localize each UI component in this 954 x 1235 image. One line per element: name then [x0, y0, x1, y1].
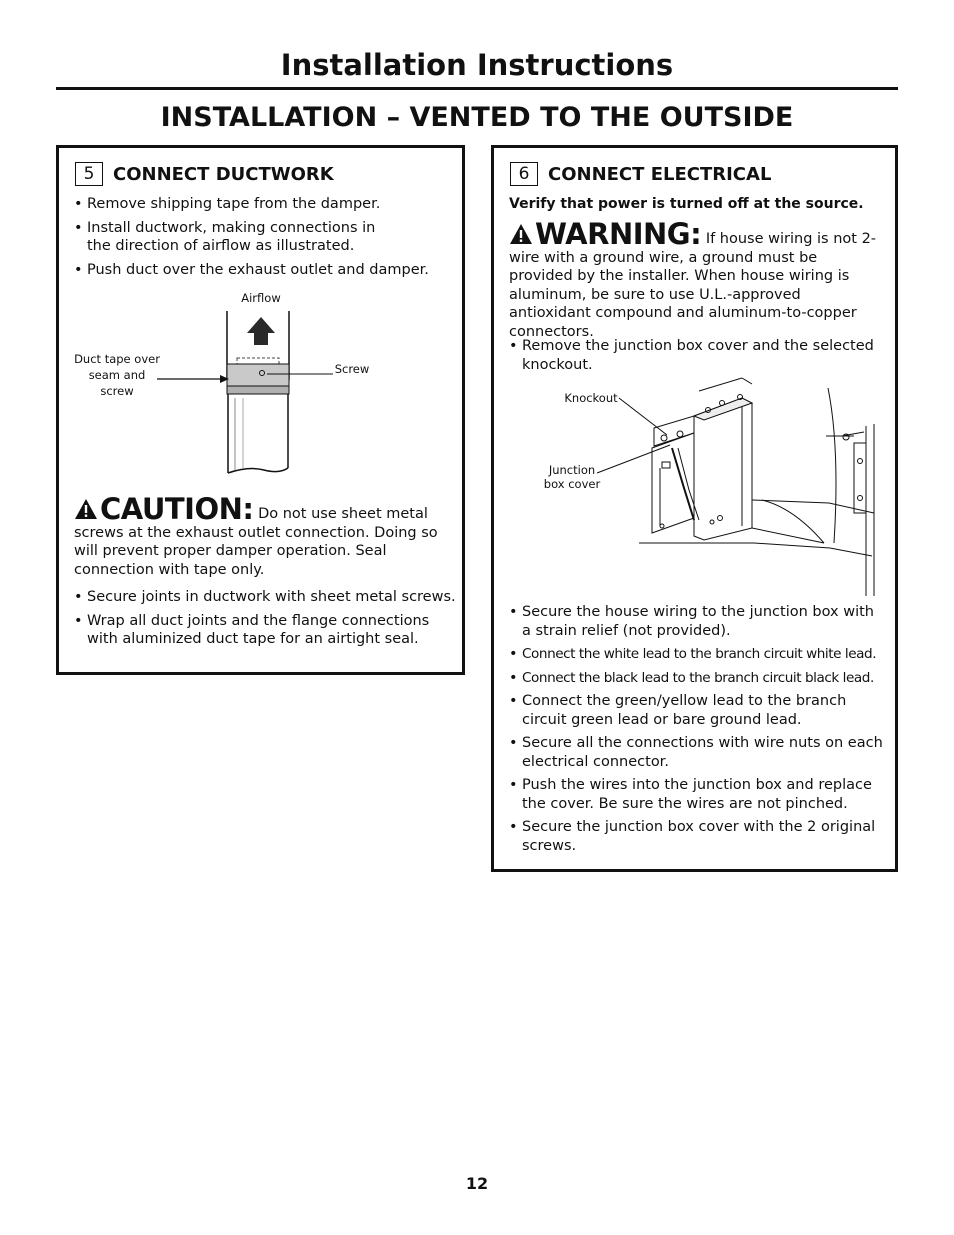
page-number: 12 [465, 1174, 489, 1193]
caution-block [74, 492, 444, 579]
step-5-number: 5 [75, 162, 103, 186]
list-item: • Secure all the connections with wire nuts on each electrical connector. [509, 735, 883, 770]
list-item: • Remove shipping tape from the damper. [74, 196, 381, 212]
step-6-panel [491, 145, 898, 872]
list-item: • Remove the junction box cover and the selected knockout. [509, 338, 874, 373]
verify-power-text: Verify that power is turned off at the source. [509, 196, 864, 212]
list-item: • Push the wires into the junction box and replace the cover. Be sure the wires are not pinched. [509, 777, 872, 812]
step-6-number: 6 [510, 162, 538, 186]
warning-heading: WARNING: [535, 217, 702, 251]
title-rule [56, 87, 898, 90]
caution-heading: CAUTION: [100, 492, 254, 526]
section-title: INSTALLATION – VENTED TO THE OUTSIDE [160, 102, 794, 133]
junction-box-illustration [494, 148, 901, 608]
step-5-bullets-after [74, 588, 459, 654]
caution-triangle-icon [74, 498, 98, 520]
knockout-label: Knockout [564, 391, 618, 405]
list-item: • Secure the house wiring to the junction box with a strain relief (not provided). [509, 604, 875, 639]
list-item: • Push duct over the exhaust outlet and damper. [74, 261, 429, 278]
step-6-title: CONNECT ELECTRICAL [548, 163, 772, 185]
list-item: • Secure joints in ductwork with sheet metal screws. [74, 589, 456, 605]
caution-text: Do not use sheet metal screws at the exhaust outlet connection. Doing so will prevent proper damper operation. Seal connection with tape only. [74, 506, 438, 578]
page-title: Installation Instructions [280, 48, 674, 82]
step-5-panel [56, 145, 465, 675]
junction-box-label: Junction box cover [543, 463, 601, 491]
step-5-title: CONNECT DUCTWORK [113, 163, 334, 185]
warning-text: If house wiring is not 2-wire with a ground wire, a ground must be provided by the installer. When house wiring is aluminum, be sure to use U.L.-approved antioxidant compound and aluminum-to-copper connectors. [509, 231, 877, 340]
duct-tape-label: Duct tape over seam and screw [74, 352, 160, 398]
list-item: • Connect the black lead to the branch circuit black lead. [509, 669, 874, 686]
list-item: • Connect the green/yellow lead to the branch circuit green lead or bare ground lead. [509, 693, 847, 728]
list-item: • Connect the white lead to the branch circuit white lead. [509, 646, 877, 662]
airflow-label: Airflow [241, 291, 281, 305]
airflow-arrow-icon [247, 317, 275, 345]
list-item: • Wrap all duct joints and the flange connections with aluminized duct tape for an airtight seal. [74, 612, 430, 647]
screw-label: Screw [334, 362, 370, 376]
list-item: • Install ductwork, making connections in the direction of airflow as illustrated. [74, 219, 376, 254]
step-6-bullets-after [509, 603, 894, 860]
duct-illustration [59, 148, 468, 488]
list-item: • Secure the junction box cover with the 2 original screws. [509, 819, 876, 854]
